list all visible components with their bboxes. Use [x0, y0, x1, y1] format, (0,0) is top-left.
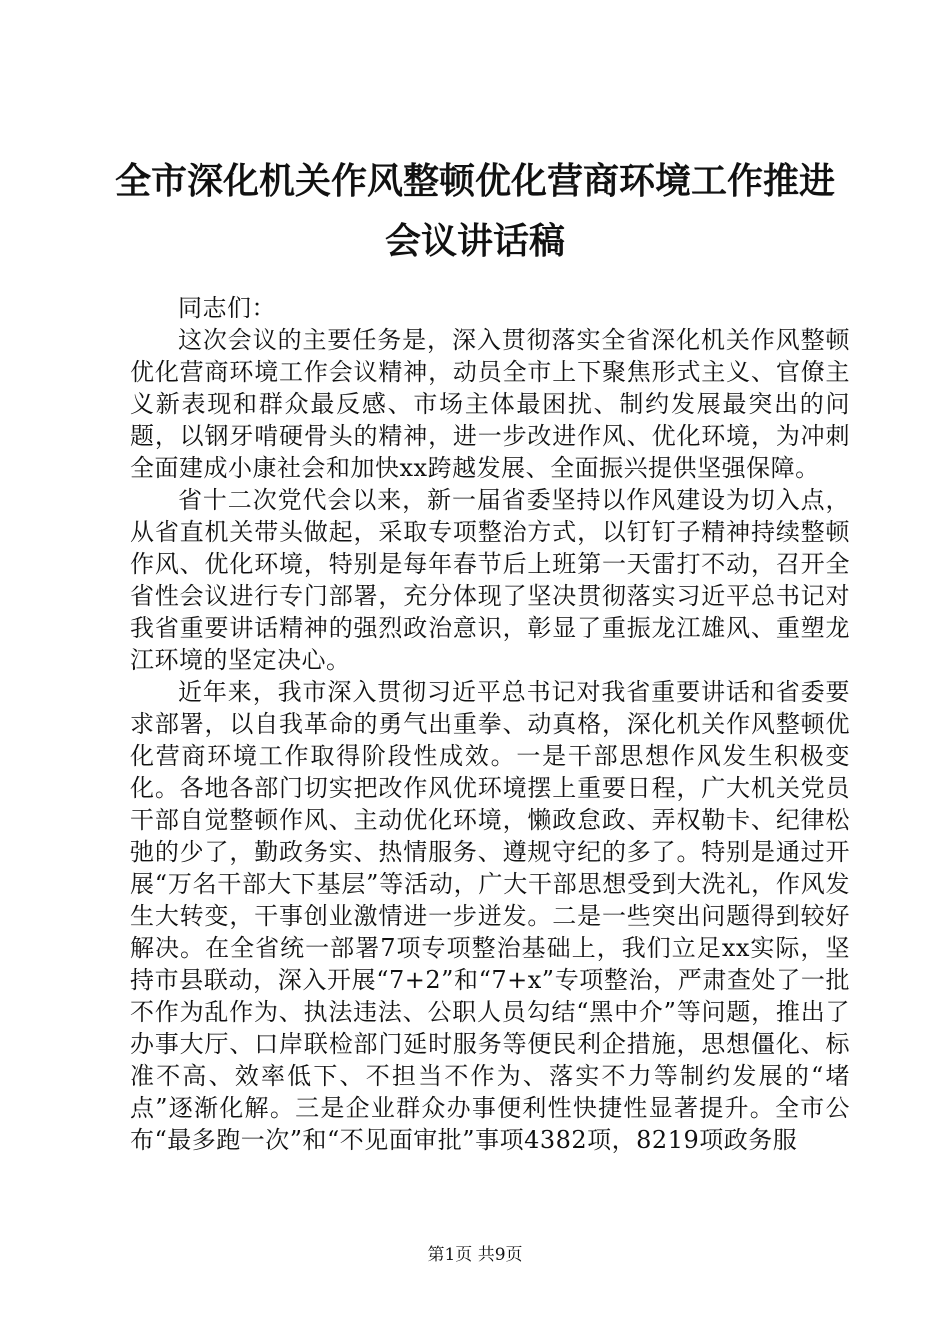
salutation: 同志们： [178, 294, 276, 322]
page-footer: 第1页 共9页 [427, 1245, 523, 1265]
document-body [130, 292, 850, 1156]
document-title-line-1: 全市深化机关作风整顿优化营商环境工作推进 [114, 161, 835, 202]
document-title-line-2: 会议讲话稿 [384, 221, 565, 262]
paragraph-2: 省十二次党代会以来，新一届省委坚持以作风建设为切入点，从省直机关带头做起，采取专项整治方式，以钉钉子精神持续整顿作风、优化环境，特别是每年春节后上班第一天雷打不动，召开全省性会议进行专门部署，充分体现了坚决贯彻落实习近平总书记对我省重要讲话精神的强烈政治意识，彰显了重振龙江雄风、重塑龙江环境的坚定决心。 [130, 486, 850, 674]
paragraph-1: 这次会议的主要任务是，深入贯彻落实全省深化机关作风整顿优化营商环境工作会议精神，动员全市上下聚焦形式主义、官僚主义新表现和群众最反感、市场主体最困扰、制约发展最突出的问题，以钢牙啃硬骨头的精神，进一步改进作风、优化环境，为冲刺全面建成小康社会和加快xx跨越发展、全面振兴提供坚强保障。 [130, 326, 850, 482]
paragraph-3: 近年来，我市深入贯彻习近平总书记对我省重要讲话和省委要求部署，以自我革命的勇气出重拳、动真格，深化机关作风整顿优化营商环境工作取得阶段性成效。一是干部思想作风发生积极变化。各地各部门切实把改作风优环境摆上重要日程，广大机关党员干部自觉整顿作风、主动优化环境，懒政怠政、弄权勒卡、纪律松弛的少了，勤政务实、热情服务、遵规守纪的多了。特别是通过开展“万名干部大下基层”等活动，广大干部思想受到大洗礼，作风发生大转变，干事创业激情进一步迸发。二是一些突出问题得到较好解决。在全省统一部署7项专项整治基础上，我们立足xx实际，坚持市县联动，深入开展“7+2”和“7+x”专项整治，严肃查处了一批不作为乱作为、执法违法、公职人员勾结“黑中介”等问题，推出了办事大厅、口岸联检部门延时服务等便民利企措施，思想僵化、标准不高、效率低下、不担当不作为、落实不力等制约发展的“堵点”逐渐化解。三是企业群众办事便利性快捷性显著提升。全市公布“最多跑一次”和“不见面审批”事项4382项，8219项政务服 [130, 678, 850, 1154]
